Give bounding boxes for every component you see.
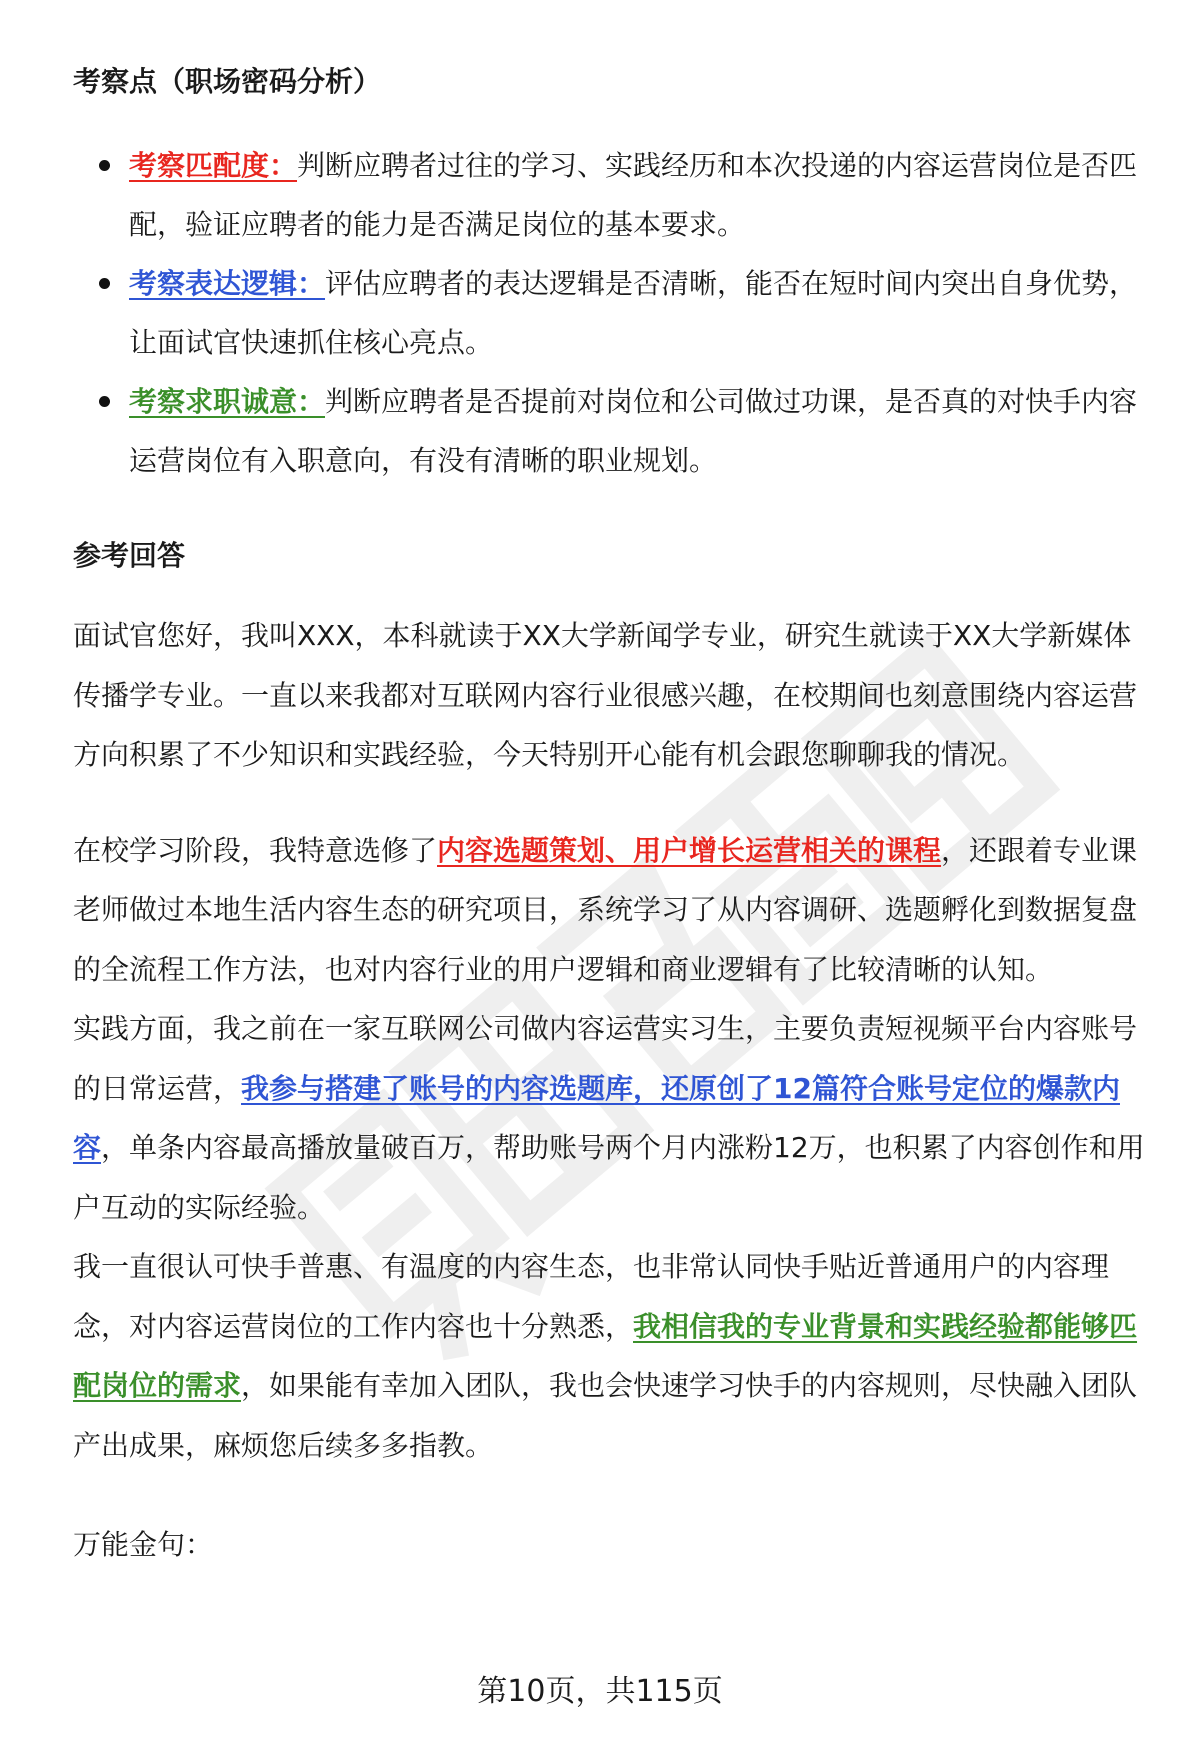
list-item-match xyxy=(73,136,1163,254)
paragraph-text: 我一直很认可快手普惠、有温度的内容生态，也非常认同快手贴近普通用户的内容理念，对内容运营岗位的工作内容也十分熟悉， xyxy=(73,1250,1110,1343)
golden-phrases-label: 万能金句： xyxy=(73,1528,214,1561)
point-text-logic: 评估应聘者的表达逻辑是否清晰，能否在短时间内突出自身优势，让面试官快速抓住核心亮点。 xyxy=(129,267,1138,359)
point-label-logic: 考察表达逻辑： xyxy=(129,267,326,300)
assessment-points-list xyxy=(73,136,1153,490)
highlight-courses: 内容选题策划、用户增长运营相关的课程 xyxy=(437,833,942,867)
bullet-icon xyxy=(99,278,110,289)
page-number: 第10页，共115页 xyxy=(477,1674,723,1709)
answer-paragraph-intro: 面试官您好，我叫XXX，本科就读于XX大学新闻学专业，研究生就读于XX大学新媒体传播学专业。一直以来我都对互联网内容行业很感兴趣，在校期间也刻意围绕内容运营方向积累了不少知识和实践经验，今天特别开心能有机会跟您聊聊我的情况。 xyxy=(73,619,1138,771)
paragraph-text: ，如果能有幸加入团队，我也会快速学习快手的内容规则，尽快融入团队产出成果，麻烦您后续多多指教。 xyxy=(73,1369,1138,1462)
answer-paragraph-study xyxy=(73,821,1158,1000)
bullet-icon xyxy=(99,160,110,171)
point-label-match: 考察匹配度： xyxy=(129,149,298,182)
answer-paragraph-practice xyxy=(73,999,1158,1237)
point-text-sincerity: 判断应聘者是否提前对岗位和公司做过功课，是否真的对快手内容运营岗位有入职意向，有没有清晰的职业规划。 xyxy=(129,385,1138,477)
highlight-fit: 我相信我的专业背景和实践经验都能够匹配岗位的需求 xyxy=(73,1309,1138,1402)
document-page xyxy=(73,52,1153,1565)
paragraph-text: 在校学习阶段，我特意选修了 xyxy=(73,833,438,867)
paragraph-text: ，单条内容最高播放量破百万，帮助账号两个月内涨粉12万，也积累了内容创作和用户互动的实际经验。 xyxy=(73,1131,1145,1224)
section-title-reference-answer: 参考回答 xyxy=(73,539,186,572)
list-item-sincerity xyxy=(73,372,1163,490)
paragraph-text: ，还跟着专业课老师做过本地生活内容生态的研究项目，系统学习了从内容调研、选题孵化到数据复盘的全流程工作方法，也对内容行业的用户逻辑和商业逻辑有了比较清晰的认知。 xyxy=(73,833,1138,986)
bullet-icon xyxy=(99,396,110,407)
point-text-match: 判断应聘者过往的学习、实践经历和本次投递的内容运营岗位是否匹配，验证应聘者的能力是否满足岗位的基本要求。 xyxy=(129,149,1138,241)
highlight-achievements: 我参与搭建了账号的内容选题库，还原创了12篇符合账号定位的爆款内容 xyxy=(73,1071,1120,1164)
section-title-assessment: 考察点（职场密码分析） xyxy=(73,65,382,98)
answer-paragraph-motivation xyxy=(73,1237,1158,1475)
list-item-logic xyxy=(73,254,1163,372)
paragraph-text: 实践方面，我之前在一家互联网公司做内容运营实习生，主要负责短视频平台内容账号的日常运营， xyxy=(73,1012,1138,1105)
point-label-sincerity: 考察求职诚意： xyxy=(129,385,326,418)
